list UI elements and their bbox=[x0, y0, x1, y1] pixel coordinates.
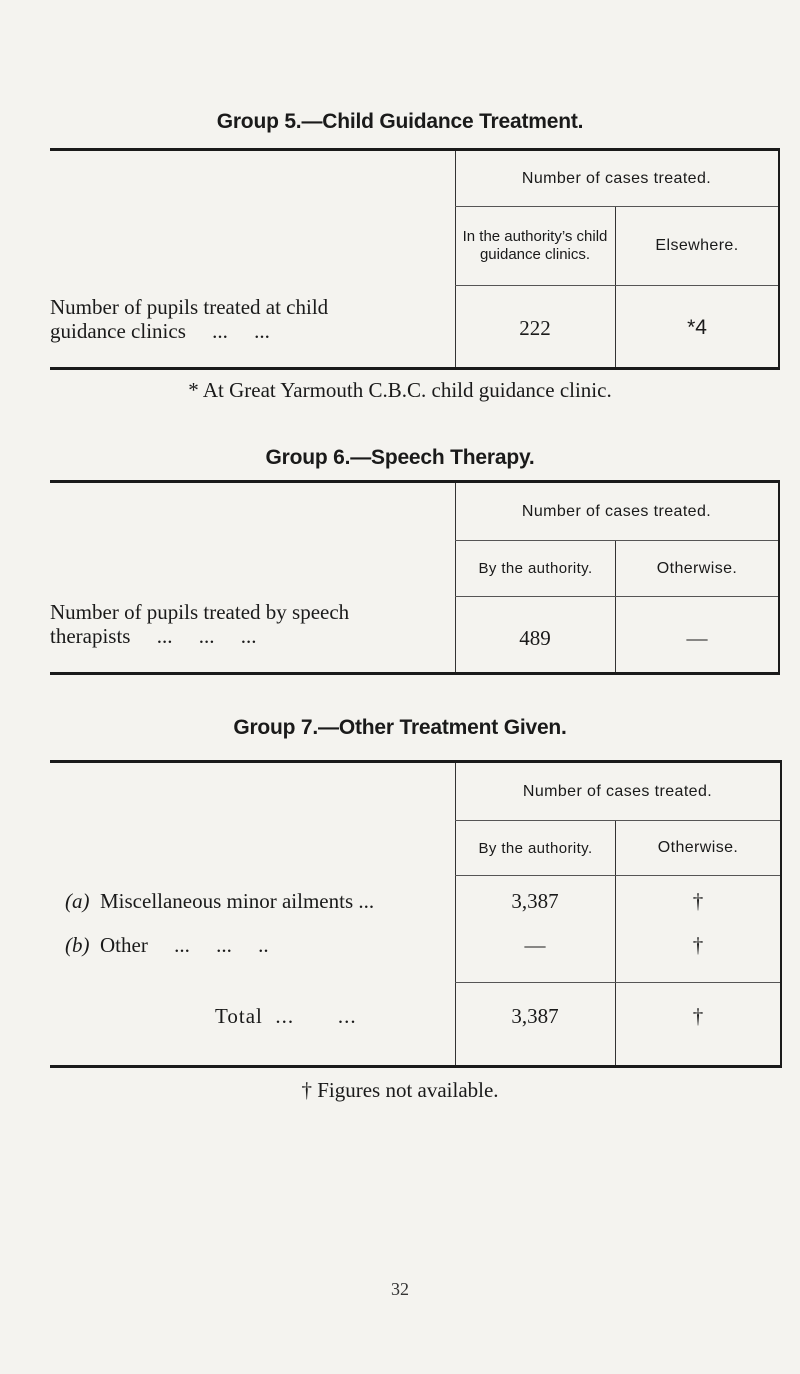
group5-title: Group 5.—Child Guidance Treatment. bbox=[216, 110, 584, 133]
group6-value-authority: 489 bbox=[519, 625, 551, 650]
group5-rule-1 bbox=[455, 206, 778, 207]
group6-value-otherwise: — bbox=[686, 625, 708, 650]
group7-total-authority: 3,387 bbox=[511, 1003, 559, 1028]
group6-table bbox=[50, 480, 780, 675]
group7-total-label: Total ... ... bbox=[215, 1004, 357, 1028]
group5-value-elsewhere: *4 bbox=[687, 316, 707, 339]
group6-col2-header: Otherwise. bbox=[656, 559, 738, 577]
group5-footnote: * At Great Yarmouth C.B.C. child guidance clinic. bbox=[188, 378, 612, 402]
group5-col2-header: Elsewhere. bbox=[655, 237, 739, 254]
group6-row-label-line1: Number of pupils treated by speech bbox=[50, 600, 350, 624]
group6-row-label bbox=[50, 600, 450, 648]
group7-row-b-label bbox=[65, 933, 455, 957]
group7-row-b-text: Other ... ... .. bbox=[100, 933, 269, 957]
group7-row-b-authority: — bbox=[524, 932, 546, 957]
group7-table bbox=[50, 760, 782, 1068]
group5-header: Number of cases treated. bbox=[521, 169, 712, 187]
group5-row-label-line2: guidance clinics ... ... bbox=[50, 319, 270, 343]
group7-row-b-prefix: (b) bbox=[65, 933, 90, 957]
group6-rule-2 bbox=[455, 596, 778, 597]
group7-header: Number of cases treated. bbox=[522, 782, 713, 800]
group7-row-a-authority: 3,387 bbox=[511, 888, 559, 913]
group7-row-a-otherwise: † bbox=[692, 888, 704, 913]
group6-title: Group 6.—Speech Therapy. bbox=[265, 446, 535, 469]
group6-row-label-line2: therapists ... ... ... bbox=[50, 624, 257, 648]
group7-rule-2 bbox=[455, 875, 780, 876]
group7-col2-header: Otherwise. bbox=[657, 839, 739, 856]
group7-footnote: † Figures not available. bbox=[301, 1078, 499, 1102]
group5-row-label bbox=[50, 295, 450, 343]
page-number: 32 bbox=[391, 1279, 409, 1299]
group7-total-otherwise: † bbox=[692, 1003, 704, 1028]
group5-table bbox=[50, 148, 780, 370]
group5-row-label-line1: Number of pupils treated at child bbox=[50, 295, 329, 319]
group7-row-a-text: Miscellaneous minor ailments ... bbox=[100, 889, 375, 913]
group5-rule-2 bbox=[455, 285, 778, 286]
group7-row-a-prefix: (a) bbox=[65, 889, 90, 913]
group7-rule-3 bbox=[455, 982, 780, 983]
group6-col1-header: By the authority. bbox=[478, 560, 593, 577]
group7-row-a-label bbox=[65, 889, 455, 913]
group7-col1-header: By the authority. bbox=[478, 839, 593, 857]
group6-header: Number of cases treated. bbox=[521, 502, 712, 520]
group7-title: Group 7.—Other Treatment Given. bbox=[233, 716, 567, 739]
group5-value-clinics: 222 bbox=[519, 315, 551, 340]
group7-row-b-otherwise: † bbox=[692, 932, 704, 957]
group5-col1-header: In the authority’s child guidance clinics. bbox=[462, 228, 608, 263]
